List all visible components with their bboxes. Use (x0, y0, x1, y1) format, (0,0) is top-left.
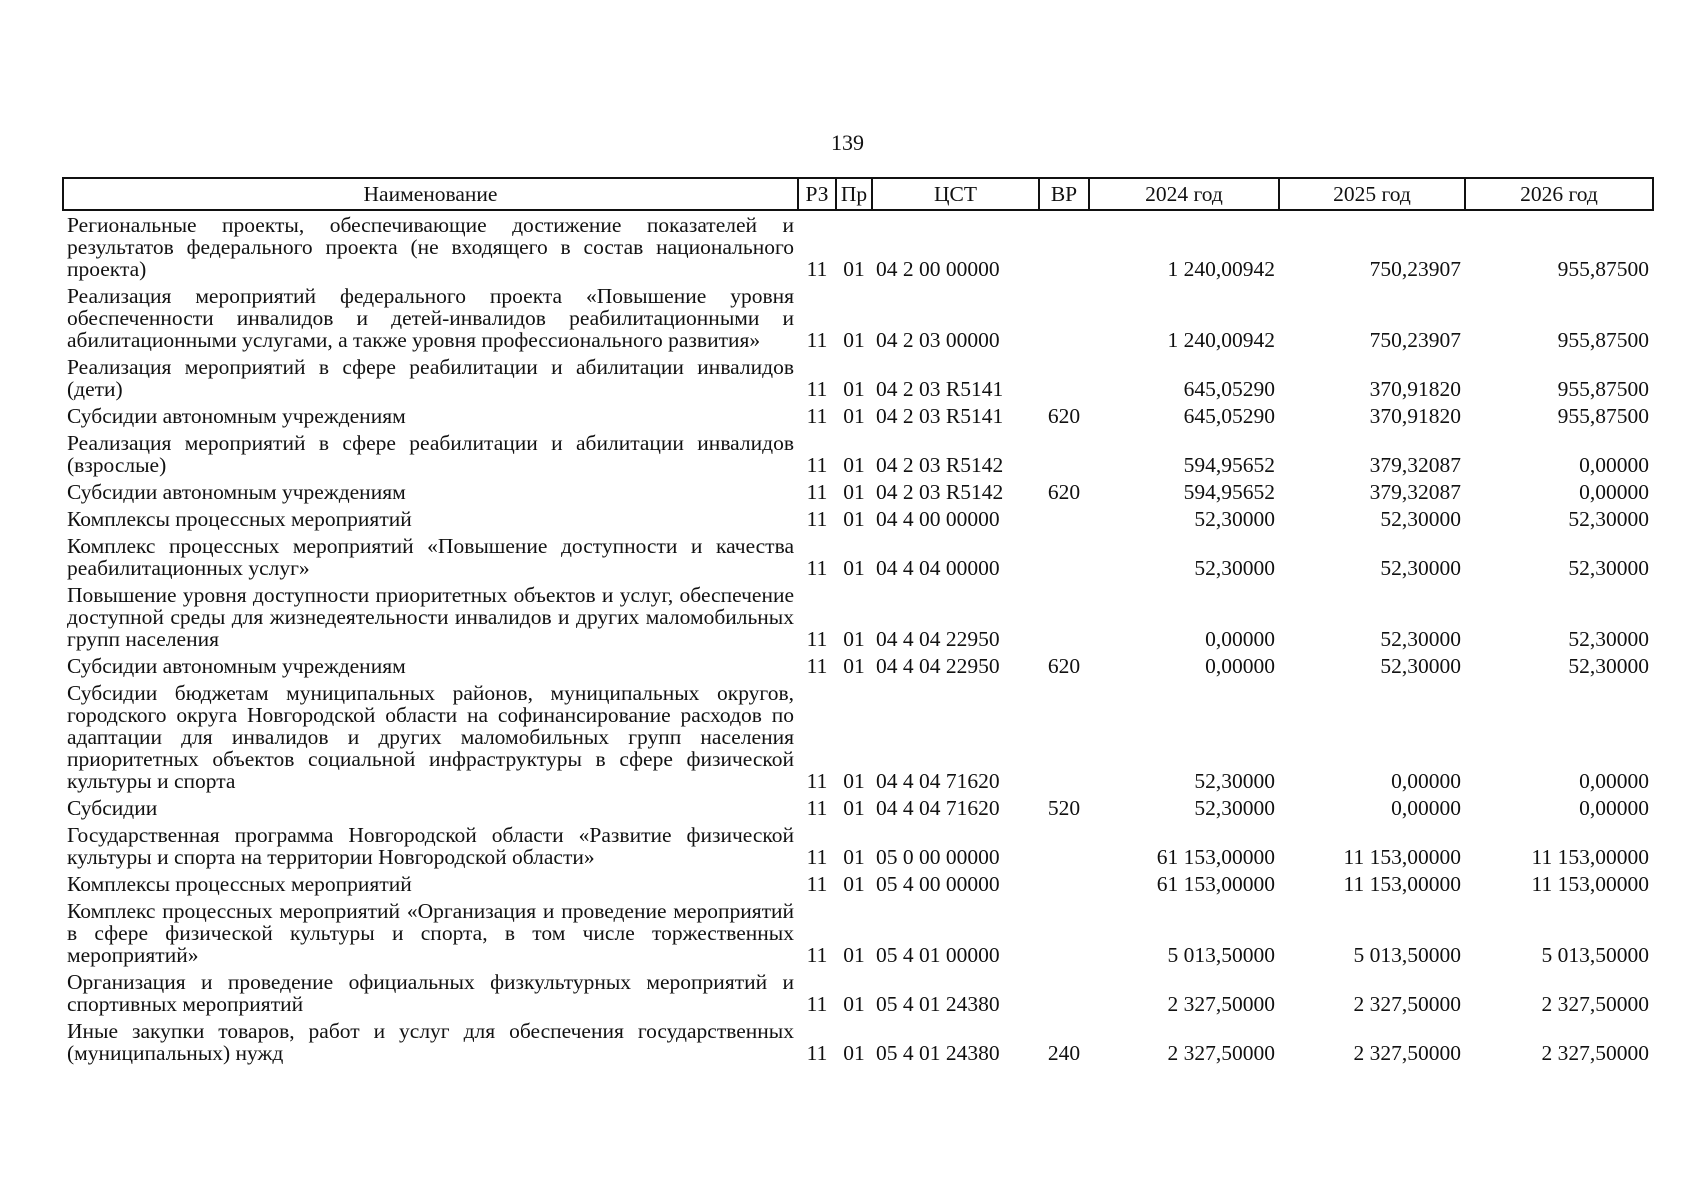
cell-2025: 750,23907 (1369, 257, 1461, 281)
cell-vr (1039, 821, 1089, 870)
cell-pr: 01 (843, 627, 865, 651)
cell-2025: 2 327,50000 (1353, 992, 1461, 1016)
cell-vr (1039, 505, 1089, 532)
cell-2024: 0,00000 (1205, 654, 1275, 678)
page-number: 139 (831, 130, 864, 155)
cell-cst: 04 4 04 22950 (876, 654, 1000, 678)
cell-rz: 11 (806, 453, 828, 477)
cell-rz: 11 (806, 507, 828, 531)
table-row (63, 652, 1653, 679)
cell-2025: 370,91820 (1369, 404, 1461, 428)
cell-rz: 11 (806, 845, 828, 869)
cell-2025: 11 153,00000 (1343, 845, 1461, 869)
cell-pr: 01 (843, 404, 865, 428)
cell-2026: 955,87500 (1557, 404, 1649, 428)
cell-2024: 645,05290 (1183, 377, 1275, 401)
cell-2026: 0,00000 (1579, 769, 1649, 793)
table-row (63, 968, 1653, 1017)
cell-cst: 05 0 00 00000 (876, 845, 1000, 869)
cell-2025: 0,00000 (1391, 769, 1461, 793)
table-row (63, 794, 1653, 821)
cell-rz: 11 (806, 992, 828, 1016)
cell-2026: 955,87500 (1557, 377, 1649, 401)
cell-pr: 01 (843, 992, 865, 1016)
cell-2025: 0,00000 (1391, 796, 1461, 820)
header-pr: Пр (836, 178, 872, 210)
cell-cst: 05 4 01 00000 (876, 943, 1000, 967)
header-vr: ВР (1039, 178, 1089, 210)
cell-2025: 370,91820 (1369, 377, 1461, 401)
table-row (63, 282, 1653, 353)
cell-2025: 379,32087 (1369, 480, 1461, 504)
cell-cst: 04 2 00 00000 (876, 257, 1000, 281)
cell-vr (1039, 282, 1089, 353)
cell-2024: 1 240,00942 (1167, 328, 1275, 352)
cell-pr: 01 (843, 845, 865, 869)
table-row (63, 429, 1653, 478)
cell-cst: 04 2 03 R5141 (876, 404, 1004, 428)
cell-vr: 620 (1047, 480, 1081, 504)
cell-2025: 11 153,00000 (1343, 872, 1461, 896)
cell-rz: 11 (806, 872, 828, 896)
header-2024: 2024 год (1089, 178, 1279, 210)
table-row (63, 353, 1653, 402)
cell-cst: 04 2 03 R5142 (876, 453, 1004, 477)
cell-2024: 52,30000 (1194, 507, 1275, 531)
cell-vr (1039, 210, 1089, 282)
cell-vr: 240 (1047, 1041, 1081, 1065)
cell-name: Комплексы процессных мероприятий (67, 507, 412, 531)
cell-2026: 5 013,50000 (1541, 943, 1649, 967)
cell-rz: 11 (806, 627, 828, 651)
cell-2024: 1 240,00942 (1167, 257, 1275, 281)
cell-pr: 01 (843, 654, 865, 678)
cell-cst: 05 4 00 00000 (876, 872, 1000, 896)
cell-cst: 04 2 03 00000 (876, 328, 1000, 352)
cell-2025: 52,30000 (1380, 507, 1461, 531)
cell-2024: 594,95652 (1183, 480, 1275, 504)
table-row (63, 505, 1653, 532)
cell-pr: 01 (843, 453, 865, 477)
cell-cst: 05 4 01 24380 (876, 992, 1000, 1016)
cell-2026: 52,30000 (1568, 507, 1649, 531)
cell-2024: 52,30000 (1194, 796, 1275, 820)
cell-name: Реализация мероприятий в сфере реабилитации и абилитации инвалидов (дети) (67, 355, 794, 401)
cell-2025: 52,30000 (1380, 654, 1461, 678)
cell-rz: 11 (806, 769, 828, 793)
cell-pr: 01 (843, 507, 865, 531)
cell-name: Субсидии бюджетам муниципальных районов, муниципальных округов, городского округа Новгородской области на софинансирование расходов по адаптации для инвалидов и других маломобильных групп населения приоритетных объектов социальной инфраструктуры в сфере физической культуры и спорта (67, 681, 794, 793)
cell-cst: 04 2 03 R5141 (876, 377, 1004, 401)
header-2025: 2025 год (1279, 178, 1465, 210)
cell-rz: 11 (806, 654, 828, 678)
cell-2026: 0,00000 (1579, 480, 1649, 504)
cell-vr (1039, 581, 1089, 652)
cell-rz: 11 (806, 1041, 828, 1065)
cell-2026: 955,87500 (1557, 257, 1649, 281)
cell-vr (1039, 870, 1089, 897)
cell-name: Региональные проекты, обеспечивающие достижение показателей и результатов федерального проекта (не входящего в состав национального проекта) (67, 213, 794, 281)
cell-2025: 52,30000 (1380, 556, 1461, 580)
cell-2024: 61 153,00000 (1156, 845, 1275, 869)
cell-name: Субсидии (67, 796, 158, 820)
cell-vr: 520 (1047, 796, 1081, 820)
table-row (63, 1017, 1653, 1066)
cell-rz: 11 (806, 257, 828, 281)
cell-pr: 01 (843, 872, 865, 896)
cell-vr (1039, 353, 1089, 402)
cell-2024: 0,00000 (1205, 627, 1275, 651)
cell-2024: 5 013,50000 (1167, 943, 1275, 967)
cell-pr: 01 (843, 257, 865, 281)
cell-2026: 955,87500 (1557, 328, 1649, 352)
cell-2024: 645,05290 (1183, 404, 1275, 428)
header-2026: 2026 год (1465, 178, 1653, 210)
table-row (63, 478, 1653, 505)
table-row (63, 532, 1653, 581)
cell-name: Повышение уровня доступности приоритетных объектов и услуг, обеспечение доступной среды для жизнедеятельности инвалидов и других маломобильных групп населения (67, 583, 794, 651)
cell-rz: 11 (806, 328, 828, 352)
table-row (63, 821, 1653, 870)
cell-vr (1039, 532, 1089, 581)
cell-name: Реализация мероприятий в сфере реабилитации и абилитации инвалидов (взрослые) (67, 431, 794, 477)
cell-pr: 01 (843, 328, 865, 352)
cell-name: Реализация мероприятий федерального проекта «Повышение уровня обеспеченности инвалидов и детей-инвалидов реабилитационными и абилитационными услугами, а также уровня профессионального развития» (67, 284, 794, 352)
cell-cst: 05 4 01 24380 (876, 1041, 1000, 1065)
cell-cst: 04 2 03 R5142 (876, 480, 1004, 504)
cell-2026: 52,30000 (1568, 556, 1649, 580)
cell-rz: 11 (806, 943, 828, 967)
cell-2026: 0,00000 (1579, 796, 1649, 820)
cell-2026: 11 153,00000 (1531, 872, 1649, 896)
table-body (63, 210, 1653, 1066)
cell-cst: 04 4 04 71620 (876, 769, 1000, 793)
table-row (63, 581, 1653, 652)
cell-2026: 52,30000 (1568, 654, 1649, 678)
cell-cst: 04 4 00 00000 (876, 507, 1000, 531)
cell-rz: 11 (806, 556, 828, 580)
table-row (63, 897, 1653, 968)
cell-2024: 52,30000 (1194, 769, 1275, 793)
cell-2026: 11 153,00000 (1531, 845, 1649, 869)
table-row (63, 870, 1653, 897)
cell-2024: 52,30000 (1194, 556, 1275, 580)
cell-name: Организация и проведение официальных физкультурных мероприятий и спортивных мероприятий (67, 970, 794, 1016)
cell-2026: 2 327,50000 (1541, 992, 1649, 1016)
cell-rz: 11 (806, 480, 828, 504)
table-row (63, 679, 1653, 794)
cell-2025: 750,23907 (1369, 328, 1461, 352)
cell-vr (1039, 897, 1089, 968)
cell-name: Субсидии автономным учреждениям (67, 404, 406, 428)
cell-rz: 11 (806, 404, 828, 428)
cell-2024: 61 153,00000 (1156, 872, 1275, 896)
cell-rz: 11 (806, 796, 828, 820)
cell-vr (1039, 968, 1089, 1017)
cell-2026: 0,00000 (1579, 453, 1649, 477)
cell-pr: 01 (843, 377, 865, 401)
cell-cst: 04 4 04 71620 (876, 796, 1000, 820)
cell-vr (1039, 679, 1089, 794)
cell-name: Комплекс процессных мероприятий «Повышение доступности и качества реабилитационных услуг» (67, 534, 794, 580)
cell-pr: 01 (843, 769, 865, 793)
cell-pr: 01 (843, 556, 865, 580)
cell-2024: 594,95652 (1183, 453, 1275, 477)
cell-cst: 04 4 04 22950 (876, 627, 1000, 651)
cell-name: Государственная программа Новгородской области «Развитие физической культуры и спорта на территории Новгородской области» (67, 823, 794, 869)
cell-rz: 11 (806, 377, 828, 401)
cell-name: Субсидии автономным учреждениям (67, 480, 406, 504)
cell-name: Комплексы процессных мероприятий (67, 872, 412, 896)
header-rz: РЗ (798, 178, 836, 210)
cell-name: Субсидии автономным учреждениям (67, 654, 406, 678)
cell-vr: 620 (1047, 654, 1081, 678)
cell-cst: 04 4 04 00000 (876, 556, 1000, 580)
header-name: Наименование (63, 178, 798, 210)
cell-2026: 2 327,50000 (1541, 1041, 1649, 1065)
cell-pr: 01 (843, 1041, 865, 1065)
cell-2025: 2 327,50000 (1353, 1041, 1461, 1065)
cell-pr: 01 (843, 480, 865, 504)
table-header (63, 178, 1653, 210)
cell-vr: 620 (1047, 404, 1081, 428)
header-cst: ЦСТ (872, 178, 1039, 210)
cell-2025: 5 013,50000 (1353, 943, 1461, 967)
cell-2025: 52,30000 (1380, 627, 1461, 651)
table-row (63, 210, 1653, 282)
cell-vr (1039, 429, 1089, 478)
cell-pr: 01 (843, 943, 865, 967)
cell-pr: 01 (843, 796, 865, 820)
cell-name: Комплекс процессных мероприятий «Организация и проведение мероприятий в сфере физической культуры и спорта, в том числе торжественных мероприятий» (67, 899, 794, 967)
cell-2026: 52,30000 (1568, 627, 1649, 651)
cell-2024: 2 327,50000 (1167, 1041, 1275, 1065)
cell-2024: 2 327,50000 (1167, 992, 1275, 1016)
cell-2025: 379,32087 (1369, 453, 1461, 477)
cell-name: Иные закупки товаров, работ и услуг для обеспечения государственных (муниципальных) нужд (67, 1019, 794, 1065)
budget-table (62, 177, 1654, 1066)
table-row (63, 402, 1653, 429)
